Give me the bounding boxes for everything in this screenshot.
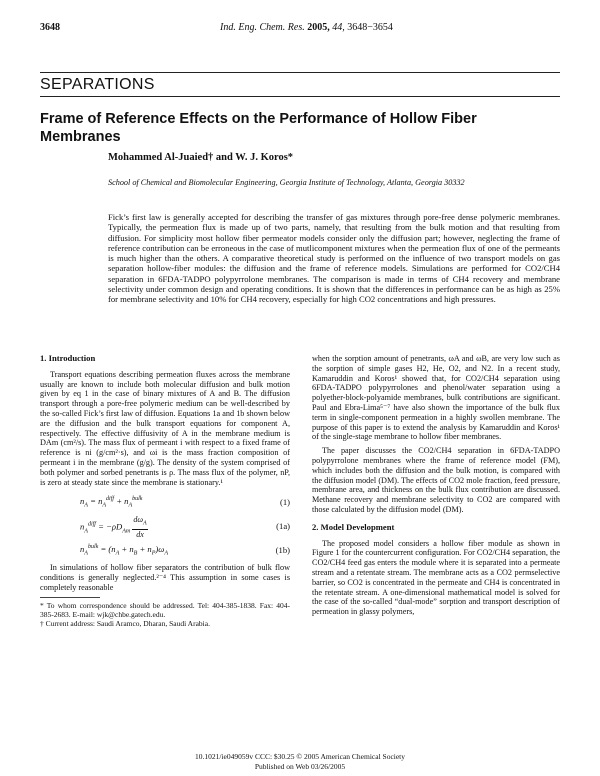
journal-citation xyxy=(220,22,393,33)
equation-1: $n_A = n_A^{diff} + n_A^{bulk}$ (1) xyxy=(80,496,290,509)
journal-name: Ind. Eng. Chem. Res. xyxy=(220,22,305,33)
article-title: Frame of Reference Effects on the Performance of Hollow Fiber Membranes xyxy=(40,111,477,145)
section-rule-bottom xyxy=(40,96,560,97)
right-paragraph-1: when the sorption amount of penetrants, ωA and ωB, are very low such as the sorption of simple gases H2, He, O2, and N2. In a recent study, Kamaruddin and Koros¹ showed that, for CO2/CH4 separation using 6FDA-TADPO polypyrrolones and phenol/water separation using a polyether-block-polyamide membranes, bulk contributions are significant. Paul and Ebra-Lima⁵⁻⁷ have also shown the importance of the bulk flux term in single-component permeation in a highly swollen membrane. The purpose of this paper is to extend the analysis by Kamaruddin and Koros¹ of the single-stage membrane to hollow fiber membranes. xyxy=(312,354,560,442)
authors: Mohammed Al-Juaied† and W. J. Koros* xyxy=(108,152,294,163)
left-column xyxy=(40,354,290,628)
affiliation: School of Chemical and Biomolecular Engineering, Georgia Institute of Technology, Atlanta, Georgia 30332 xyxy=(108,178,465,187)
equation-1a-label: (1a) xyxy=(276,521,290,532)
introduction-paragraph-1: Transport equations describing permeation fluxes across the membrane usually are known to include both molecular diffusion and bulk motion given by eq 1 in the case of binary mixtures of A and B. The diffusion transport through a pore-free polymeric medium can be well-described by the so-called Fick’s first law of diffusion. Equations 1a and 1b shown below are the diffusion and the bulk transport equations for component A, respectively. The effective diffusivity of A in the membrane medium is DAm (cm²/s). The mass flux of permeant i with respect to a fixed frame of reference is ni (g/cm²·s), and ωi is the mass fraction composition of permeant i in the membrane (g/g). The density of the system comprised of both polymer and sorbed penetrants is ρ. The mass flux of the polymer, nP, is zero at steady state since the membrane is stationary.¹ xyxy=(40,369,290,487)
section-label: SEPARATIONS xyxy=(40,76,155,93)
equation-1b: $n_A^{bulk} = (n_A + n_B + n_P)\omega_A$ (1b) xyxy=(80,544,290,557)
model-development-paragraph: The proposed model considers a hollow fiber module as shown in Figure 1 for the countercurrent configuration. For CO2/CH4 separation, the CO2/CH4 feed gas enters the module where it is separated into a permeate stream and a retentate stream. The membrane acts as a CO2 permselective barrier, so CO2 is concentrated in the permeate and CH4 is concentrated in the retentate stream. A one-dimensional mathematical model is solved for the case of the so-called “dual-mode” sorption and transport description of permeation in glassy polymers, xyxy=(312,538,560,617)
footer-doi: 10.1021/ie049059v CCC: $30.25 © 2005 American Chemical Society xyxy=(194,752,406,761)
section-rule-top xyxy=(40,72,560,73)
footnote-current-address: † Current address: Saudi Aramco, Dharan, Saudi Arabia. xyxy=(40,618,210,628)
footnote-correspondence: * To whom correspondence should be addressed. Tel: 404-385-1838. Fax: 404-385-2683. E-mail: wjk@chbe.gatech.edu. xyxy=(40,600,290,619)
footnote-rule xyxy=(40,597,100,598)
equation-1a: $n_A^{diff} = -\rho D_{Am}$ $\frac{d\omega_A}{dx}$ (1a) xyxy=(80,514,290,540)
introduction-heading: 1. Introduction xyxy=(40,353,96,363)
introduction-paragraph-2: In simulations of hollow fiber separators the contribution of bulk flow conditions is generally neglected.²⁻⁴ This assumption in some cases is completely reasonable xyxy=(40,563,290,592)
model-development-heading: 2. Model Development xyxy=(312,521,395,532)
right-column xyxy=(312,354,560,621)
equation-1b-label: (1b) xyxy=(275,545,290,556)
equation-1-label: (1) xyxy=(279,497,290,508)
journal-year: 2005, xyxy=(307,22,330,33)
page-number: 3648 xyxy=(40,22,60,33)
journal-volume: 44, xyxy=(332,22,345,33)
journal-pages: 3648−3654 xyxy=(347,22,393,33)
right-paragraph-2: The paper discusses the CO2/CH4 separation in 6FDA-TADPO polypyrrolone membranes where the frame of reference model (FM), which includes both the diffusion and the bulk motion, is compared with the diffusion model (DM). The effects of CO2 mole fraction, feed pressure, membrane area, and thickness on the bulk flux contribution are discussed. Methane recovery and membrane selectivity to CO2 are compared with those calculated by the diffusion model (DM). xyxy=(312,446,560,514)
abstract: Fick’s first law is generally accepted for describing the transfer of gas mixtures through pore-free dense polymeric membranes. Typically, the permeation flux is made up of two parts, namely, that resulting from the bulk motion and that resulting from diffusion. For simplicity most hollow fiber permeator models consider only the diffusion part; however, neglecting the frame of reference contribution can be erroneous in the case of mutlicomponent mixtures when the permeation flux of one of the permeants is much higher than the others. A comparative theoretical study is performed on the influence of two transport models on gas separation hollow-fiber modules: the diffusion and the frame of reference models. Simulations are performed for CO2/CH4 separation in 6FDA-TADPO polypyrrolone membranes. The comparison is made in terms of CH4 recovery and membrane selectivity under common design and operating conditions. It is shown that the differences in performance can be as high as 25% for membrane selectivity and 10% for CH4 recovery, especially for high CO2 concentrations and high pressures. xyxy=(108,212,560,305)
footer-published: Published on Web 03/26/2005 xyxy=(254,762,346,771)
